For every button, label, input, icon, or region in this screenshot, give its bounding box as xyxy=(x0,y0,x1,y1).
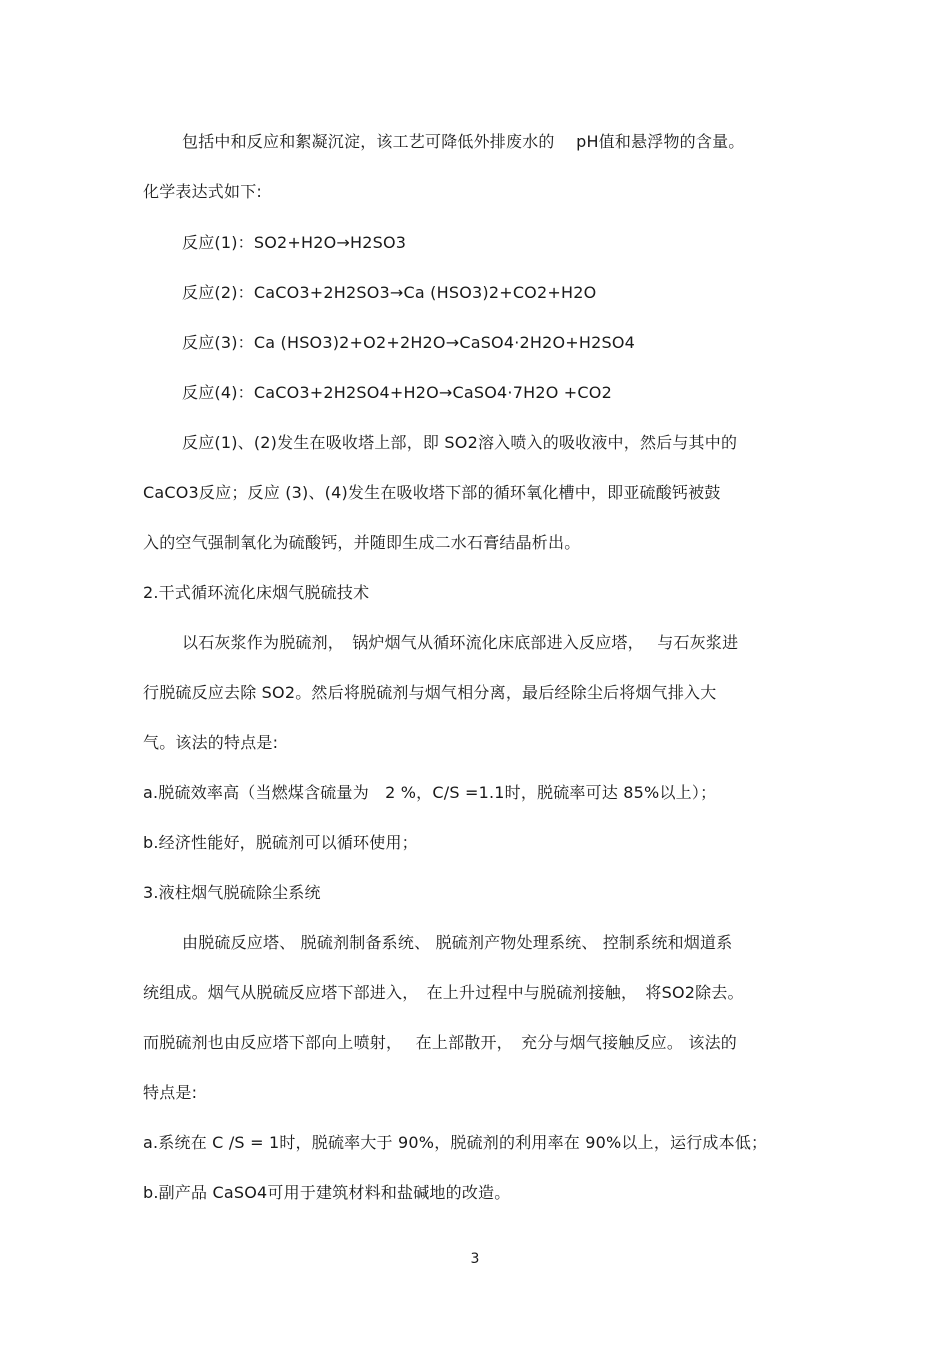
list-item: a.系统在 C /S = 1时，脱硫率大于 90%，脱硫剂的利用率在 90%以上，运行成本低； xyxy=(143,1133,768,1152)
list-item: b.经济性能好，脱硫剂可以循环使用； xyxy=(143,833,418,852)
page-number: 3 xyxy=(470,1251,480,1267)
reaction-equation-1: 反应(1)：SO2+H2O→H2SO3 xyxy=(182,233,407,252)
paragraph-line: 反应(1)、(2)发生在吸收塔上部，即 SO2溶入喷入的吸收液中，然后与其中的 xyxy=(182,433,738,452)
paragraph-line: 特点是: xyxy=(143,1083,198,1102)
list-item: a.脱硫效率高（当燃煤含硫量为 2 %，C/S =1.1时，脱硫率可达 85%以上）； xyxy=(143,783,717,802)
paragraph-line: 行脱硫反应去除 SO2。然后将脱硫剂与烟气相分离，最后经除尘后将烟气排入大 xyxy=(143,683,717,702)
paragraph-line: CaCO3反应；反应 (3)、(4)发生在吸收塔下部的循环氧化槽中，即亚硫酸钙被鼓 xyxy=(143,483,721,502)
paragraph-line: 气。该法的特点是: xyxy=(143,733,279,752)
reaction-equation-3: 反应(3)：Ca (HSO3)2+O2+2H2O→CaSO4·2H2O+H2SO4 xyxy=(182,333,636,352)
paragraph-line: 以石灰浆作为脱硫剂， 锅炉烟气从循环流化床底部进入反应塔， 与石灰浆进 xyxy=(182,633,739,652)
reaction-equation-4: 反应(4)：CaCO3+2H2SO4+H2O→CaSO4·7H2O +CO2 xyxy=(182,383,612,402)
section-heading: 3.液柱烟气脱硫除尘系统 xyxy=(143,883,321,902)
paragraph-line: 统组成。烟气从脱硫反应塔下部进入， 在上升过程中与脱硫剂接触， 将SO2除去。 xyxy=(143,983,744,1002)
reaction-equation-2: 反应(2)：CaCO3+2H2SO3→Ca (HSO3)2+CO2+H2O xyxy=(182,283,597,302)
paragraph-line: 化学表达式如下: xyxy=(143,182,262,201)
paragraph-line: 包括中和反应和絮凝沉淀，该工艺可降低外排废水的 pH值和悬浮物的含量。 xyxy=(182,132,745,151)
paragraph-line: 入的空气强制氧化为硫酸钙，并随即生成二水石膏结晶析出。 xyxy=(143,533,581,552)
paragraph-line: 而脱硫剂也由反应塔下部向上喷射， 在上部散开， 充分与烟气接触反应。 该法的 xyxy=(143,1033,737,1052)
section-heading: 2.干式循环流化床烟气脱硫技术 xyxy=(143,583,370,602)
list-item: b.副产品 CaSO4可用于建筑材料和盐碱地的改造。 xyxy=(143,1183,511,1202)
paragraph-line: 由脱硫反应塔、 脱硫剂制备系统、 脱硫剂产物处理系统、 控制系统和烟道系 xyxy=(182,933,733,952)
